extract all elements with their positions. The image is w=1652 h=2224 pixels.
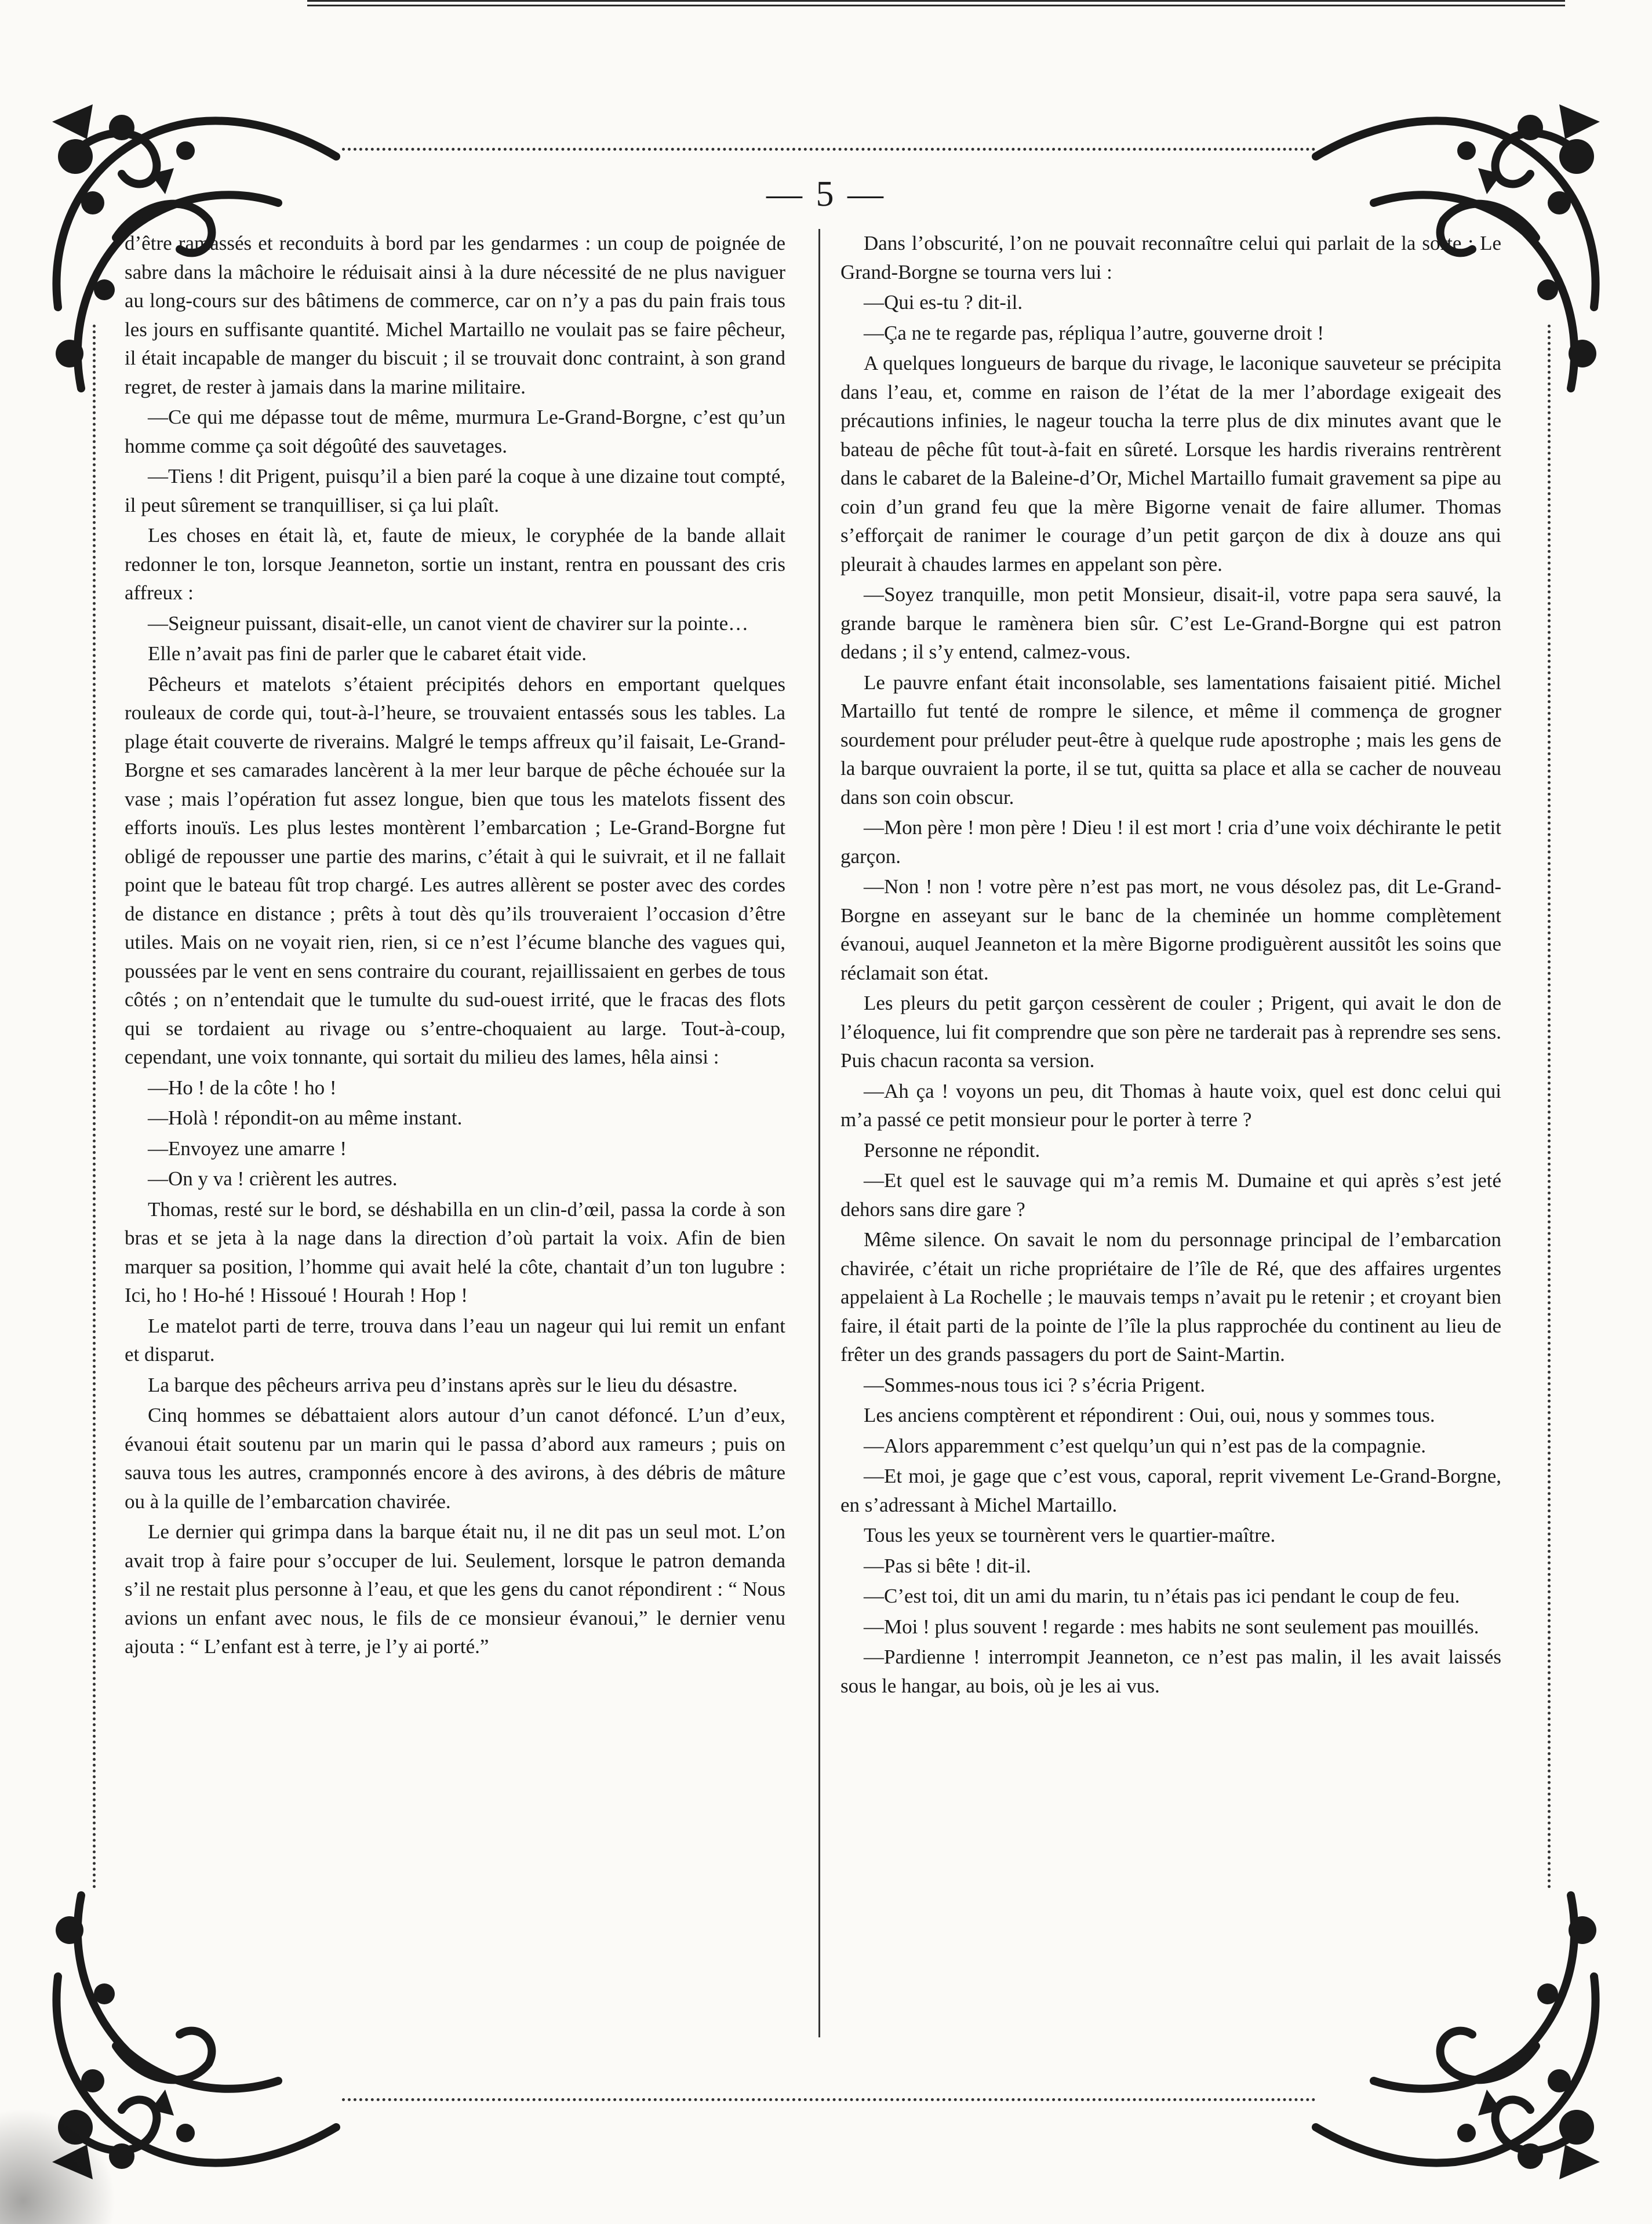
paragraph: —Holà ! répondit-on au même instant.	[148, 1106, 463, 1129]
paragraph: —Ça ne te regarde pas, répliqua l’autre, gouverne droit !	[864, 321, 1324, 344]
paragraph: —Et moi, je gage que c’est vous, caporal, reprit vivement Le-Grand-Borgne, en s’adressant à Michel Martaillo.	[840, 1465, 1501, 1516]
paragraph: —Moi ! plus souvent ! regarde : mes habits ne sont seulement pas mouillés.	[864, 1615, 1479, 1638]
paragraph: —On y va ! crièrent les autres.	[148, 1167, 398, 1190]
paragraph: —Mon père ! mon père ! Dieu ! il est mort ! cria d’une voix déchirante le petit garçon.	[840, 816, 1501, 868]
paragraph: —Pas si bête ! dit-il.	[864, 1554, 1031, 1577]
paragraph: Le pauvre enfant était inconsolable, ses lamentations faisaient pitié. Michel Martaillo fut tenté de rompre le silence, et même il commença de grogner sourdement pour préluder peut-être à quelque rude apostrophe ; mais les gens de la barque ouvraient la porte, il se tut, quitta sa place et alla se cacher de nouveau dans son coin obscur.	[840, 671, 1501, 809]
paragraph: Tous les yeux se tournèrent vers le quartier-maître.	[864, 1524, 1276, 1546]
paragraph: Personne ne répondit.	[864, 1138, 1040, 1162]
paragraph: Thomas, resté sur le bord, se déshabilla en un clin-d’œil, passa la corde à son bras et se jeta à la nage dans la direction d’où partait la voix. Afin de bien marquer sa position, l’homme qui avait helé la côte, chantait d’un ton lugubre : Ici, ho ! Ho-hé ! Hissoué ! Hourah ! Hop !	[125, 1197, 785, 1306]
paragraph: Le dernier qui grimpa dans la barque était nu, il ne dit pas un seul mot. L’on avait trop à faire pour s’occuper de lui. Seulement, lorsque le patron demanda s’il ne restait plus personne à l’eau, et que les gens du canot répondirent : “ Nous avions un enfant avec nous, le fils de ce monsieur évanoui,” le dernier venu ajouta : “ L’enfant est à terre, je l’y ai porté.”	[125, 1520, 785, 1658]
paragraph: —Ah ça ! voyons un peu, dit Thomas à haute voix, quel est donc celui qui m’a passé ce petit monsieur pour le porter à terre ?	[840, 1079, 1501, 1131]
paragraph: —C’est toi, dit un ami du marin, tu n’étais pas ici pendant le coup de feu.	[864, 1585, 1460, 1607]
column-separator	[818, 229, 820, 2037]
paragraph: Les anciens comptèrent et répondirent : Oui, oui, nous y sommes tous.	[864, 1404, 1435, 1426]
paragraph: Même silence. On savait le nom du personnage principal de l’embarcation chavirée, c’était un riche propriétaire de l’île de Ré, que des affaires urgentes appelaient à La Rochelle ; le mauvais temps n’avait pu le retenir ; et croyant bien faire, il était parti de la pointe de l’île la plus rapprochée du continent au lieu de frêter un des grands passagers du port de Saint-Martin.	[840, 1228, 1501, 1366]
left-text-column	[125, 229, 785, 1663]
page-number: — 5 —	[766, 174, 886, 214]
paragraph: —Tiens ! dit Prigent, puisqu’il a bien paré la coque à une dizaine tout compté, il peut sûrement se tranquilliser, si ça lui plaît.	[125, 465, 785, 516]
frame-right-border	[1548, 325, 1551, 1890]
paragraph: —Non ! non ! votre père n’est pas mort, ne vous désolez pas, dit Le-Grand-Borgne en asseyant sur le banc de la cheminée un homme complètement évanoui, auquel Jeanneton et la mère Bigorne prodiguèrent aussitôt les soins que réclamait son état.	[840, 875, 1501, 984]
corner-ornament-bottom-right-icon	[1293, 1872, 1617, 2197]
paragraph: —Et quel est le sauvage qui m’a remis M. Dumaine et qui après s’est jeté dehors sans dire gare ?	[840, 1169, 1501, 1221]
paragraph: Cinq hommes se débattaient alors autour d’un canot défoncé. L’un d’eux, évanoui était soutenu par un marin qui le passa d’abord aux rameurs ; puis on sauva tous les autres, cramponnés encore à des avirons, à des débris de mâture ou à la quille de l’embarcation chavirée.	[125, 1404, 785, 1513]
right-text-column	[840, 229, 1501, 1702]
paragraph: Pêcheurs et matelots s’étaient précipités dehors en emportant quelques rouleaux de corde qui, tout-à-l’heure, se trouvaient entassés sous les tables. La plage était couverte de riverains. Malgré le temps affreux qu’il faisait, Le-Grand-Borgne et ses camarades lancèrent à la mer leur barque de pêche échouée sur la vase ; mais l’opération fut assez longue, bien que tous les matelots fissent des efforts inouïs. Les plus lestes montèrent l’embarcation ; Le-Grand-Borgne fut obligé de repousser une partie des marins, c’était à qui le suivrait, et il ne fallait point que le bateau fût trop chargé. Les autres allèrent se poster avec des cordes de distance en distance ; prêts à tout dès qu’ils trouveraient l’occasion d’être utiles. Mais on ne voyait rien, rien, si ce n’est l’écume blanche des vagues qui, poussées par le vent en sens contraire du courant, rejaillissaient en gerbes de tous côtés ; on n’entendait que le tumulte du sud-ouest irrité, que le fracas des flots qui se tordaient au rivage ou s’entre-choquaient au large. Tout-à-coup, cependant, une voix tonnante, qui sortait du milieu des lames, hêla ainsi :	[125, 672, 785, 1068]
paragraph: —Envoyez une amarre !	[148, 1137, 347, 1160]
frame-bottom-border	[342, 2098, 1316, 2101]
frame-left-border	[93, 325, 96, 1890]
paragraph: A quelques longueurs de barque du rivage, le laconique sauveteur se précipita dans l’eau, et, comme en raison de l’état de la mer l’abordage exigeait des précautions infinies, le nageur toucha la terre plus de dix minutes avant que le bateau de pêche fût tout-à-fait en sûreté. Lorsque les hardis riverains rentrèrent dans le cabaret de la Baleine-d’Or, Michel Martaillo fumait gravement sa pipe au coin d’un grand feu que la mère Bigorne venait de faire allumer. Thomas s’efforçait de ranimer le courage d’un petit garçon de dix à douze ans qui pleurait à chaudes larmes en appelant son père.	[840, 352, 1501, 576]
paragraph: Elle n’avait pas fini de parler que le cabaret était vide.	[148, 642, 587, 665]
top-rule	[307, 0, 1565, 12]
scan-smudge	[0, 2108, 116, 2224]
paragraph: —Ce qui me dépasse tout de même, murmura Le-Grand-Borgne, c’est qu’un homme comme ça soit dégoûté des sauvetages.	[125, 406, 785, 457]
paragraph: —Alors apparemment c’est quelqu’un qui n’est pas de la compagnie.	[864, 1434, 1426, 1457]
paragraph: Les choses en était là, et, faute de mieux, le coryphée de la bande allait redonner le ton, lorsque Jeanneton, sortie un instant, rentra en poussant des cris affreux :	[125, 524, 785, 604]
paragraph: —Qui es-tu ? dit-il.	[864, 291, 1023, 314]
paragraph: —Pardienne ! interrompit Jeanneton, ce n’est pas malin, il les avait laissés sous le hangar, au bois, où je les ai vus.	[840, 1646, 1501, 1697]
paragraph: La barque des pêcheurs arriva peu d’instans après sur le lieu du désastre.	[148, 1373, 738, 1396]
paragraph: Le matelot parti de terre, trouva dans l’eau un nageur qui lui remit un enfant et disparut.	[125, 1314, 785, 1366]
paragraph: —Ho ! de la côte ! ho !	[148, 1076, 337, 1099]
frame-top-border	[342, 148, 1316, 151]
paragraph: d’être ramassés et reconduits à bord par les gendarmes : un coup de poignée de sabre dans la mâchoire le réduisait ainsi à la dure nécessité de ne plus naviguer au long-cours sur des bâtimens de commerce, car on n’y a pas du pain frais tous les jours en suffisante quantité. Michel Martaillo ne voulait pas se faire pêcheur, il était incapable de manger du biscuit ; il se trouvait donc contraint, à son grand regret, de rester à jamais dans la marine militaire.	[125, 232, 785, 398]
paragraph: Les pleurs du petit garçon cessèrent de couler ; Prigent, qui avait le don de l’éloquence, lui fit comprendre que son père ne tarderait pas à reprendre ses sens. Puis chacun raconta sa version.	[840, 992, 1501, 1072]
paragraph: —Seigneur puissant, disait-elle, un canot vient de chavirer sur la pointe…	[148, 611, 749, 635]
paragraph: —Soyez tranquille, mon petit Monsieur, disait-il, votre papa sera sauvé, la grande barque le ramènera bien sûr. C’est Le-Grand-Borgne qui est patron dedans ; il s’y entend, calmez-vous.	[840, 583, 1501, 663]
paragraph: Dans l’obscurité, l’on ne pouvait reconnaître celui qui parlait de la sorte : Le Grand-Borgne se tourna vers lui :	[840, 232, 1501, 283]
paragraph: —Sommes-nous tous ici ? s’écria Prigent.	[864, 1373, 1206, 1396]
